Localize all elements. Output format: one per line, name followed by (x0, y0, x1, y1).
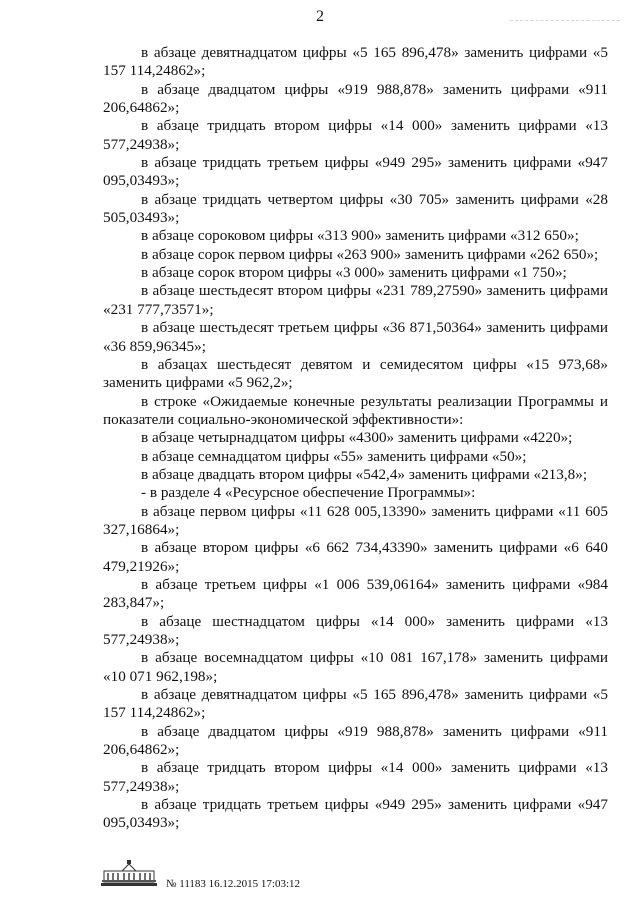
amendment-paragraph: в абзаце третьем цифры «1 006 539,06164» заменить цифрами «984 283,847»; (103, 575, 608, 612)
amendment-paragraph: в абзаце девятнадцатом цифры «5 165 896,478» заменить цифрами «5 157 114,24862»; (103, 44, 608, 80)
amendment-paragraph: в абзаце тридцать четвертом цифры «30 705» заменить цифрами «28 505,03493»; (103, 190, 608, 227)
amendment-paragraph: в абзаце шестнадцатом цифры «14 000» заменить цифрами «13 577,24938»; (103, 612, 608, 648)
amendment-paragraph: в абзацах шестьдесят девятом и семидесятом цифры «15 973,68» заменить цифрами «5 962,2»; (103, 355, 608, 392)
registration-stamp: № 11183 16.12.2015 17:03:12 (166, 878, 301, 890)
section-heading-paragraph: в строке «Ожидаемые конечные результаты реализации Программы и показатели социально-экономической эффективности»: (103, 392, 608, 428)
amendment-paragraph: в абзаце четырнадцатом цифры «4300» заменить цифрами «4220»; (141, 429, 573, 447)
amendment-paragraph: в абзаце семнадцатом цифры «55» заменить цифрами «50»; (141, 447, 527, 465)
amendment-paragraph: в абзаце двадцать втором цифры «542,4» заменить цифрами «213,8»; (141, 465, 588, 483)
amendment-paragraph: в абзаце двадцатом цифры «919 988,878» заменить цифрами «911 206,64862»; (103, 80, 608, 117)
amendment-paragraph: в абзаце шестьдесят третьем цифры «36 871,50364» заменить цифрами «36 859,96345»; (103, 319, 608, 355)
section-heading-paragraph: - в разделе 4 «Ресурсное обеспечение Программы»: (141, 484, 476, 502)
amendment-paragraph: в абзаце девятнадцатом цифры «5 165 896,478» заменить цифрами «5 157 114,24862»; (103, 686, 608, 722)
amendment-paragraph: в абзаце тридцать втором цифры «14 000» заменить цифрами «13 577,24938»; (103, 759, 608, 795)
amendment-paragraph: в абзаце сорок первом цифры «263 900» заменить цифрами «262 650»; (141, 245, 599, 263)
amendment-paragraph: в абзаце втором цифры «6 662 734,43390» заменить цифрами «6 640 479,21926»; (103, 539, 608, 575)
building-emblem-icon (100, 859, 158, 892)
amendment-paragraph: в абзаце тридцать третьем цифры «949 295» заменить цифрами «947 095,03493»; (103, 796, 608, 832)
amendment-paragraph: в абзаце двадцатом цифры «919 988,878» заменить цифрами «911 206,64862»; (103, 722, 608, 759)
document-footer (100, 862, 300, 892)
amendment-paragraph: в абзаце тридцать третьем цифры «949 295» заменить цифрами «947 095,03493»; (103, 154, 608, 190)
amendment-paragraph: в абзаце сорок втором цифры «3 000» заменить цифрами «1 750»; (141, 264, 567, 282)
amendment-paragraph: в абзаце сороковом цифры «313 900» заменить цифрами «312 650»; (141, 227, 579, 245)
amendment-paragraph: в абзаце первом цифры «11 628 005,13390» заменить цифрами «11 605 327,16864»; (103, 502, 608, 538)
amendment-paragraph: в абзаце тридцать втором цифры «14 000» заменить цифрами «13 577,24938»; (103, 117, 608, 153)
amendment-paragraph: в абзаце восемнадцатом цифры «10 081 167,178» заменить цифрами «10 071 962,198»; (103, 649, 608, 685)
page-number: 2 (316, 8, 324, 25)
document-body (103, 44, 608, 833)
amendment-paragraph: в абзаце шестьдесят втором цифры «231 789,27590» заменить цифрами «231 777,73571»; (103, 282, 608, 318)
